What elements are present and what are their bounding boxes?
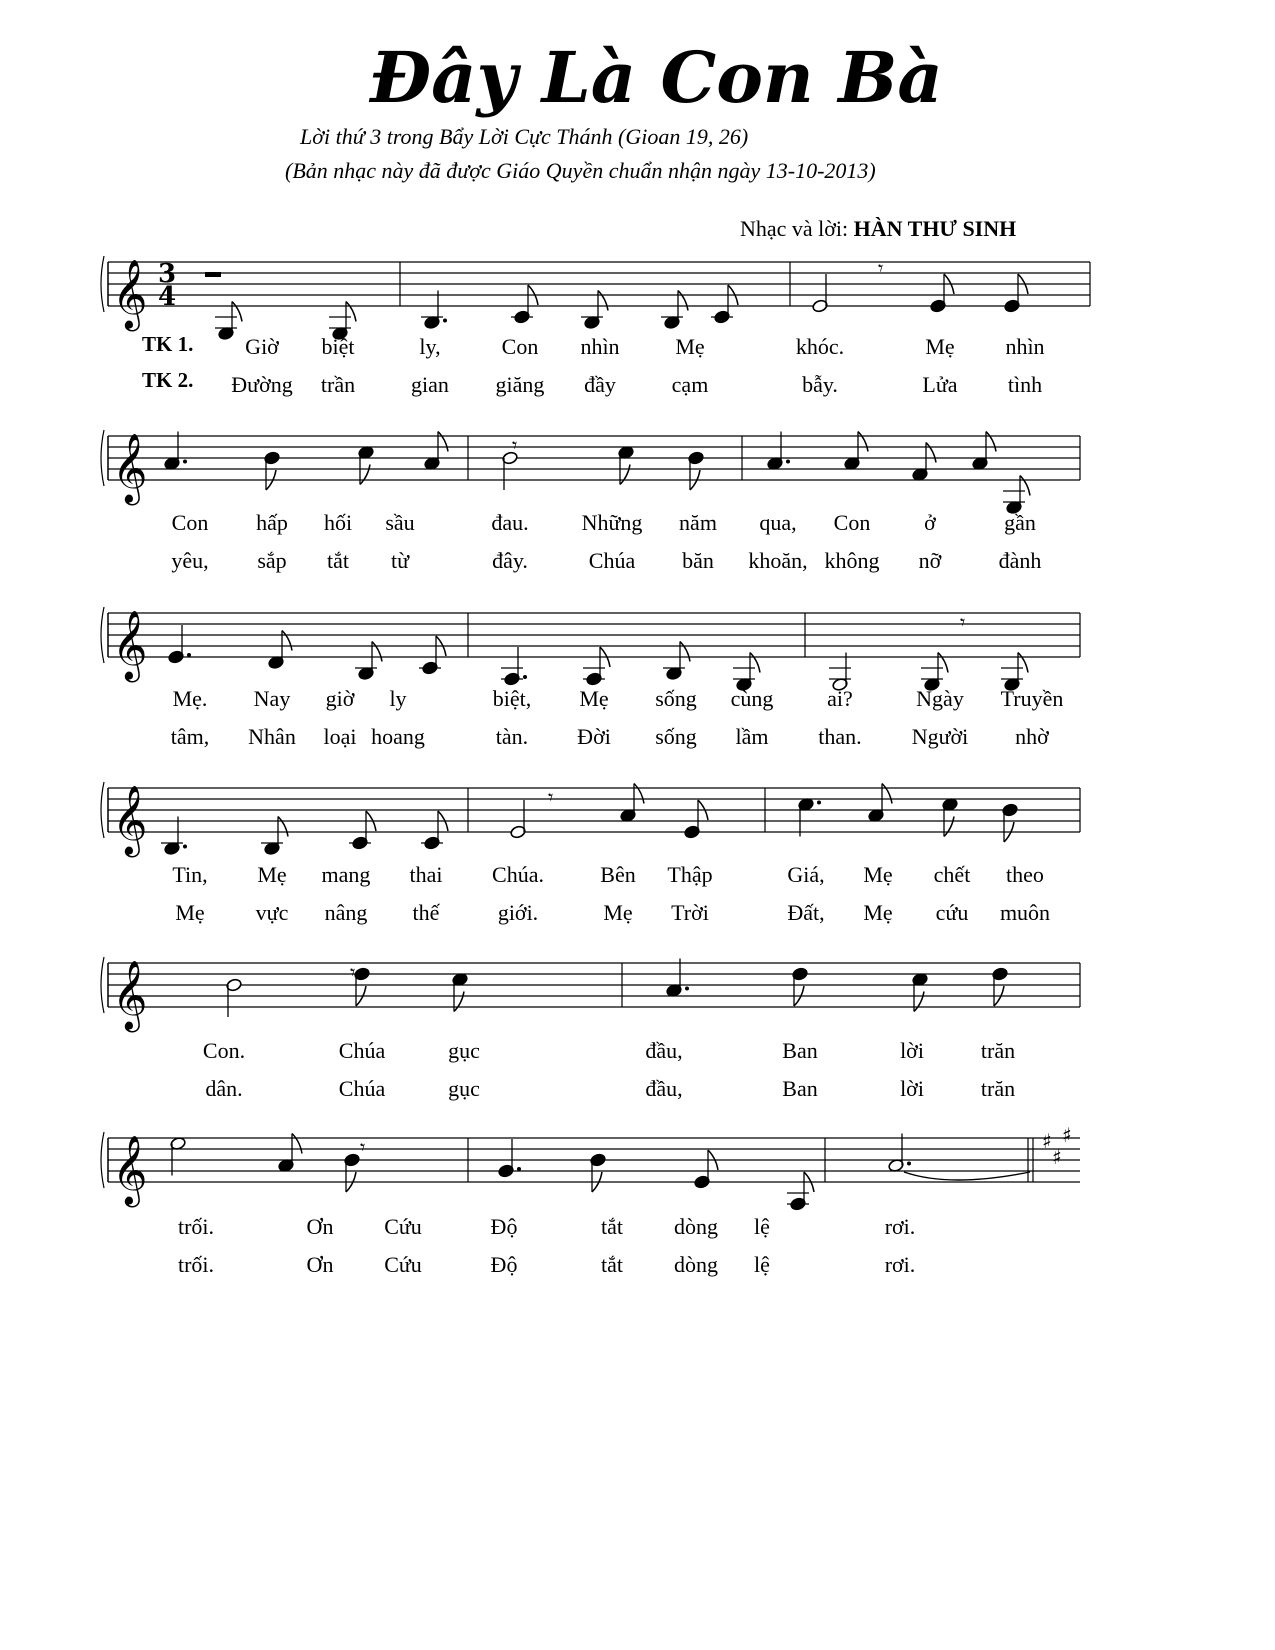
sharp-icon: ♯ <box>1052 1145 1062 1169</box>
lyric-syllable: rơi. <box>884 1252 916 1277</box>
lyric-syllable: Đất, <box>787 900 825 925</box>
approval-note: (Bản nhạc này đã được Giáo Quyền chuẩn nhận ngày 13-10-2013) <box>285 158 876 183</box>
staff-5 <box>108 963 1080 1007</box>
lyric-syllable: cứu <box>935 900 969 925</box>
eighth-rest-icon: 𝄾 <box>512 433 518 457</box>
verse-label-2: TK 2. <box>142 368 194 392</box>
lyric-syllable: loại <box>323 724 357 749</box>
lyric-syllable: ly, <box>419 334 441 359</box>
lyric-syllable: Giờ <box>245 334 279 359</box>
lyric-syllable: Chúa <box>338 1038 386 1063</box>
augmentation-dot <box>786 460 790 464</box>
lyric-syllable: gục <box>448 1076 480 1101</box>
lyric-syllable: đầy <box>584 372 616 397</box>
lyric-syllable: bẫy. <box>802 372 838 397</box>
lyric-syllable: đành <box>998 548 1042 573</box>
lyric-syllable: Con. <box>202 1038 246 1063</box>
composer-label: Nhạc và lời: <box>740 216 849 241</box>
lyric-syllable: năm <box>679 510 717 535</box>
lyric-syllable: gian <box>411 372 449 397</box>
lyric-syllable: đầu, <box>645 1076 683 1101</box>
eighth-flag <box>1020 476 1030 496</box>
lyric-syllable: sầu <box>385 510 415 535</box>
augmentation-dot <box>817 801 821 805</box>
time-signature-top: 3 <box>158 259 177 289</box>
lyric-syllable: Con <box>501 334 539 359</box>
lyric-syllable: sắp <box>257 548 287 573</box>
eighth-flag <box>292 1134 302 1154</box>
half-rest <box>205 272 221 277</box>
lyric-syllable: Chúa <box>338 1076 386 1101</box>
system-bracket <box>101 430 104 486</box>
lyric-syllable: đau. <box>491 510 529 535</box>
augmentation-dot <box>685 987 689 991</box>
lyric-syllable: băn <box>682 548 714 573</box>
composer-name: HÀN THƯ SINH <box>853 216 1017 241</box>
system-bracket <box>101 782 104 838</box>
lyric-syllable: khóc. <box>795 334 845 359</box>
eighth-rest-icon: 𝄾 <box>350 960 356 984</box>
lyric-syllable: Con <box>171 510 209 535</box>
eighth-flag <box>858 432 868 452</box>
lyric-syllable: ly <box>389 686 407 711</box>
eighth-flag <box>598 291 608 311</box>
lyric-syllable: giăng <box>495 372 545 397</box>
treble-clef-icon: 𝄞 <box>112 259 148 329</box>
lyric-syllable: Cứu <box>384 1214 422 1239</box>
eighth-flag <box>1018 653 1028 673</box>
staff-1 <box>108 262 1090 306</box>
lyric-syllable: giờ <box>325 686 355 711</box>
lyric-syllable: trối. <box>177 1214 215 1239</box>
lyric-syllable: lầm <box>735 724 769 749</box>
system-bracket <box>101 1132 104 1188</box>
lyric-syllable: Mẹ <box>925 334 955 359</box>
lyric-syllable: Nay <box>253 686 291 711</box>
lyric-syllable: ở <box>924 510 936 535</box>
augmentation-dot <box>183 460 187 464</box>
staff-2 <box>108 436 1080 480</box>
lyric-syllable: Giá, <box>787 862 825 887</box>
lyric-syllable: dòng <box>674 1252 718 1277</box>
treble-clef-icon: 𝄞 <box>112 610 148 680</box>
lyric-syllable: giới. <box>497 900 539 925</box>
eighth-flag <box>938 653 948 673</box>
lyric-syllable: tắt <box>327 548 349 573</box>
system-bracket <box>101 607 104 663</box>
time-signature-bottom: 4 <box>158 282 177 312</box>
lyric-syllable: lời <box>900 1038 924 1063</box>
treble-clef-icon: 𝄞 <box>112 433 148 503</box>
lyric-syllable: Bên <box>600 862 636 887</box>
lyric-syllable: Ban <box>782 1076 818 1101</box>
augmentation-dot <box>183 845 187 849</box>
eighth-flag <box>986 432 996 452</box>
eighth-rest-icon: 𝄾 <box>360 1135 366 1159</box>
lyric-syllable: không <box>824 548 880 573</box>
lyric-syllable: Đường <box>231 372 293 397</box>
lyric-syllable: biệt <box>321 334 355 359</box>
lyric-syllable: Tin, <box>172 862 208 887</box>
lyric-syllable: hoang <box>371 724 425 749</box>
svg-text:Đây Là Con Bà: Đây Là Con Bà <box>370 36 943 119</box>
augmentation-dot <box>907 1162 911 1166</box>
lyric-syllable: nỡ <box>918 548 942 573</box>
lyric-syllable: cạm <box>671 372 709 397</box>
lyric-syllable: sống <box>655 724 697 749</box>
lyric-syllable: thai <box>409 862 443 887</box>
eighth-flag <box>360 465 370 485</box>
eighth-flag <box>882 784 892 804</box>
lyric-syllable: thế <box>412 900 440 925</box>
lyric-syllable: đây. <box>492 548 528 573</box>
lyric-syllable: trần <box>320 372 356 397</box>
lyric-syllable: tâm, <box>170 724 210 749</box>
staff-3 <box>108 613 1080 657</box>
augmentation-dot <box>517 1167 521 1171</box>
lyric-syllable: hối <box>323 510 353 535</box>
lyric-syllable: Thập <box>667 862 713 887</box>
lyric-syllable: Người <box>911 724 969 749</box>
eighth-flag <box>282 631 292 651</box>
lyric-syllable: gần <box>1004 510 1036 535</box>
lyric-syllable: nhìn <box>580 334 620 359</box>
lyric-syllable: Ơn <box>306 1252 334 1277</box>
sharp-icon: ♯ <box>1042 1129 1052 1153</box>
lyric-syllable: than. <box>818 724 862 749</box>
lyric-syllable: trối. <box>177 1252 215 1277</box>
lyric-syllable: Chúa. <box>492 862 544 887</box>
sharp-icon: ♯ <box>1062 1123 1072 1147</box>
augmentation-dot <box>187 653 191 657</box>
eighth-rest-icon: 𝄾 <box>960 610 966 634</box>
lyric-syllable: ai? <box>827 686 853 711</box>
subtitle: Lời thứ 3 trong Bẩy Lời Cực Thánh (Gioan 19, 26) <box>300 124 749 149</box>
lyric-syllable: lệ <box>754 1214 770 1239</box>
lyric-syllable: Mẹ <box>175 900 205 925</box>
lyric-syllable: Con <box>833 510 871 535</box>
lyric-syllable: Mẹ <box>603 900 633 925</box>
lyric-syllable: tàn. <box>495 724 529 749</box>
augmentation-dot <box>443 319 447 323</box>
system-bracket <box>101 957 104 1013</box>
eighth-flag <box>678 291 688 311</box>
lyric-syllable: Nhân <box>248 724 296 749</box>
lyric-syllable: Chúa <box>588 548 636 573</box>
lyric-syllable: dòng <box>674 1214 718 1239</box>
lyric-syllable: qua, <box>759 510 797 535</box>
treble-clef-icon: 𝄞 <box>112 785 148 855</box>
lyric-syllable: trăn <box>980 1038 1016 1063</box>
lyric-syllable: sống <box>655 686 697 711</box>
lyric-syllable: lệ <box>754 1252 770 1277</box>
lyric-syllable: cùng <box>730 686 774 711</box>
eighth-rest-icon: 𝄾 <box>548 785 554 809</box>
lyric-syllable: Độ <box>490 1214 518 1239</box>
tie <box>904 1172 1030 1180</box>
lyric-syllable: tình <box>1007 372 1043 397</box>
lyric-syllable: Ơn <box>306 1214 334 1239</box>
eighth-rest-icon: 𝄾 <box>878 256 884 280</box>
eighth-flag <box>680 642 690 662</box>
lyric-syllable: Mẹ. <box>172 686 208 711</box>
augmentation-dot <box>523 675 527 679</box>
lyric-syllable: Trời <box>671 900 709 925</box>
system-bracket <box>101 256 104 312</box>
lyric-syllable: Độ <box>490 1252 518 1277</box>
eighth-flag <box>278 817 288 837</box>
lyric-syllable: rơi. <box>884 1214 916 1239</box>
lyric-syllable: biệt, <box>492 686 532 711</box>
lyric-syllable: Cứu <box>384 1252 422 1277</box>
lyric-syllable: mang <box>321 862 371 887</box>
lyric-syllable: Những <box>581 510 643 535</box>
eighth-flag <box>454 992 464 1012</box>
lyric-syllable: yêu, <box>171 548 209 573</box>
lyric-syllable: vực <box>255 900 289 925</box>
lyric-syllable: Ban <box>782 1038 818 1063</box>
lyric-syllable: Lửa <box>922 372 958 397</box>
lyric-syllable: lời <box>900 1076 924 1101</box>
verse-label-1: TK 1. <box>142 332 194 356</box>
lyric-syllable: dân. <box>205 1076 243 1101</box>
treble-clef-icon: 𝄞 <box>112 960 148 1030</box>
lyric-syllable: Mẹ <box>863 900 893 925</box>
lyric-syllable: theo <box>1006 862 1044 887</box>
lyric-syllable: Ngày <box>916 686 964 711</box>
eighth-flag <box>634 784 644 804</box>
lyric-syllable: nhờ <box>1015 724 1049 749</box>
eighth-flag <box>926 443 936 463</box>
lyric-syllable: Mẹ <box>257 862 287 887</box>
lyric-syllable: tắt <box>601 1214 623 1239</box>
eighth-flag <box>346 302 356 322</box>
lyric-syllable: nhìn <box>1005 334 1045 359</box>
eighth-flag <box>944 817 954 837</box>
lyric-syllable: đầu, <box>645 1038 683 1063</box>
eighth-flag <box>620 465 630 485</box>
staff-4 <box>108 788 1080 832</box>
lyric-syllable: Đời <box>577 724 611 749</box>
lyric-syllable: chết <box>933 862 971 887</box>
lyric-syllable: từ <box>390 548 410 573</box>
lyric-syllable: Mẹ <box>579 686 609 711</box>
lyric-syllable: hấp <box>256 510 288 535</box>
lyric-syllable: Truyền <box>1000 686 1064 711</box>
lyric-syllable: gục <box>448 1038 480 1063</box>
treble-clef-icon: 𝄞 <box>112 1135 148 1205</box>
lyric-syllable: tắt <box>601 1252 623 1277</box>
lyric-syllable: khoăn, <box>748 548 808 573</box>
lyric-syllable: Mẹ <box>863 862 893 887</box>
lyric-syllable: muôn <box>999 900 1051 925</box>
eighth-flag <box>438 432 448 452</box>
lyric-syllable: nâng <box>324 900 368 925</box>
eighth-flag <box>750 653 760 673</box>
eighth-flag <box>372 642 382 662</box>
lyric-syllable: trăn <box>980 1076 1016 1101</box>
eighth-flag <box>914 992 924 1012</box>
lyric-syllable: Mẹ <box>675 334 705 359</box>
eighth-flag <box>232 302 242 322</box>
